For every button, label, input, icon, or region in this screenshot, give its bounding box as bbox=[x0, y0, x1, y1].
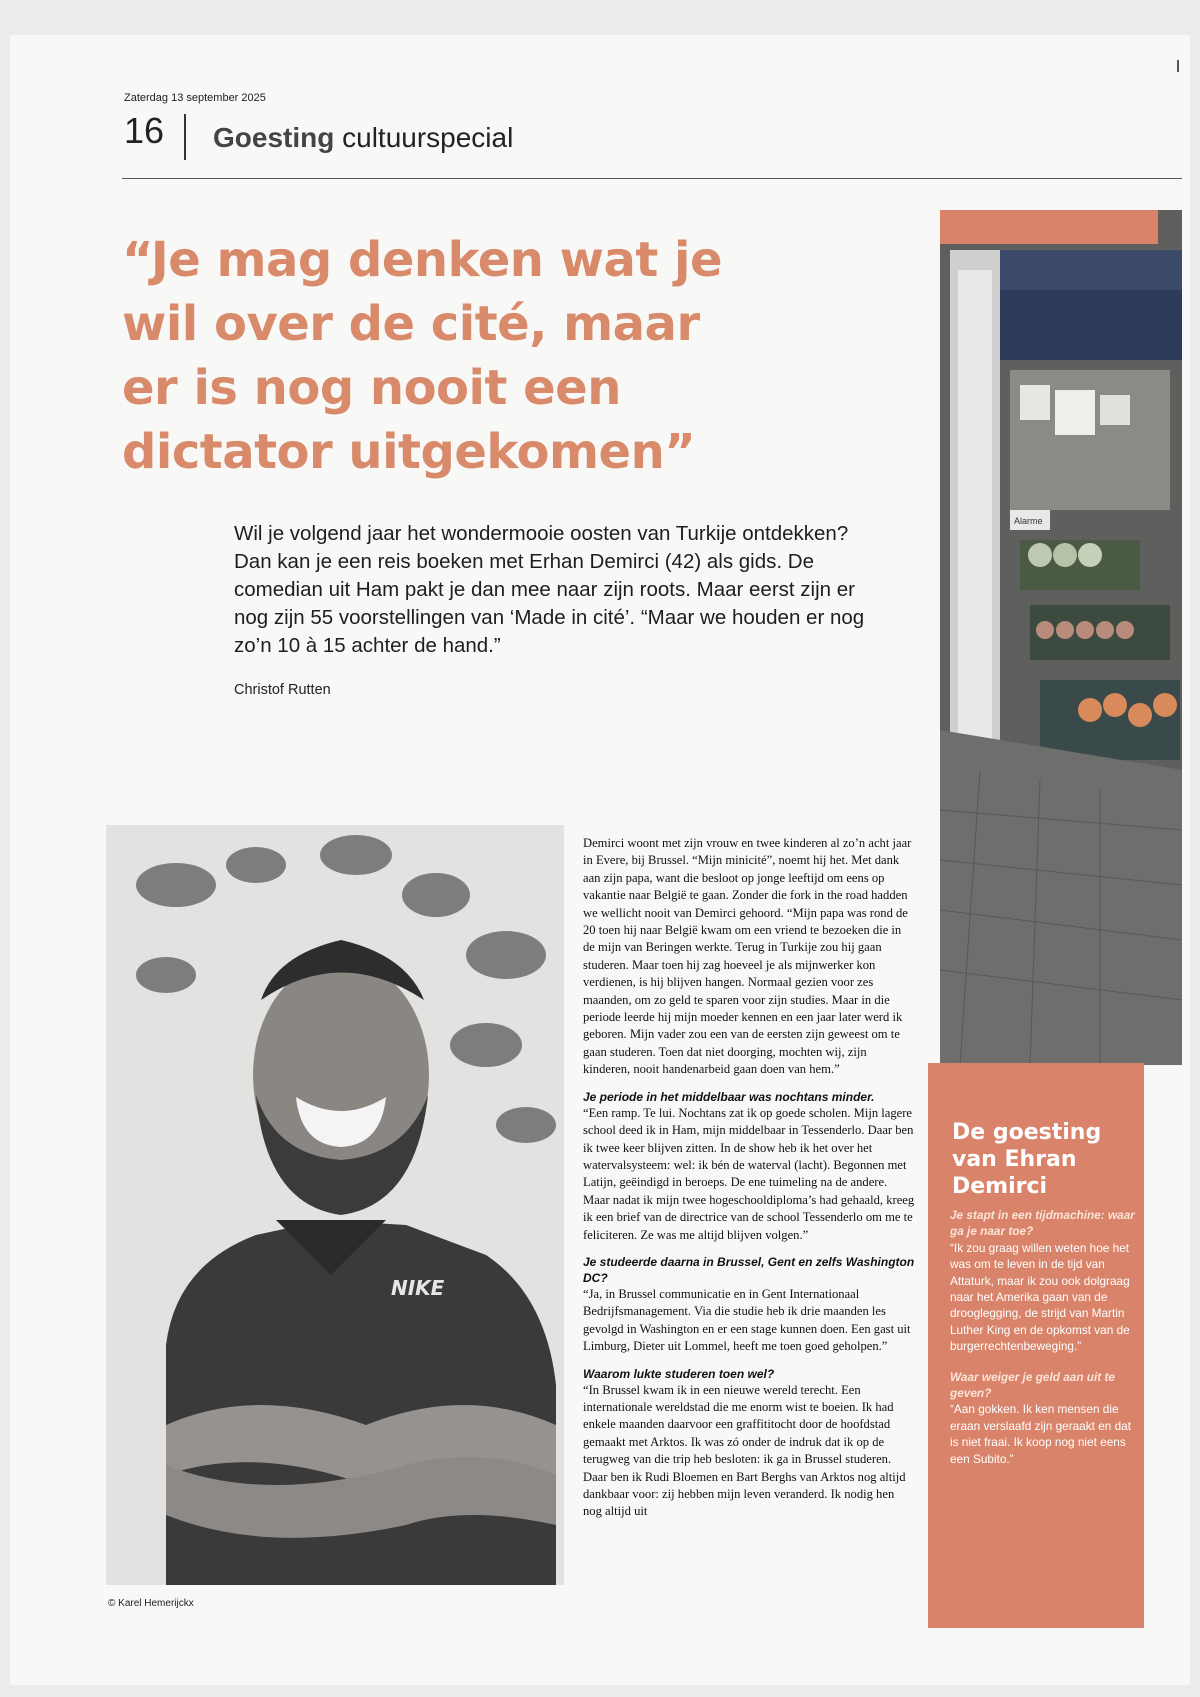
section-brand: Goesting bbox=[213, 122, 335, 153]
shop-sign-text: Alarme bbox=[1014, 516, 1043, 526]
body-paragraph: Demirci woont met zijn vrouw en twee kinderen al zo’n acht jaar in Evere, bij Brussel. “Mijn minicité”, noemt hij het. Met dank aan zijn papa, want die besloot op jonge leeftijd om eens op vakantie naar België te gaan. Zonder die fork in the road hadden we wellicht nooit van Demirci gehoord. “Mijn papa was rond de 20 toen hij naar België kwam om een vriend te bezoeken die in de mijn van Beringen werkte. Terug in Turkije zou hij gaan studeren. Maar toen hij zag hoeveel je als mijnwerker kon verdienen, is hij blijven hangen. Normaal gezien voor zes maanden, om zo geld te sparen voor zijn studies. Maar in die periode leerde hij mijn moeder kennen en een jaar later werd ik geboren. Mijn vader zou een van de eersten zijn geweest om te gaan studeren. Toen dat niet doorging, mochten wij, zijn kinderen, nooit handenarbeid gaan doen van hem.” bbox=[583, 836, 912, 1077]
sidebar-answer: “Aan gokken. Ik ken mensen die eraan verslaafd zijn geraakt en dat is niet fraai. Ik koop nog niet eens een Subito.” bbox=[950, 1402, 1131, 1466]
header-rule bbox=[122, 178, 1182, 179]
headline-line: dictator uitgekomen” bbox=[122, 424, 696, 480]
intro-lead: Wil je volgend jaar het wondermooie oosten van Turkije ontdekken? Dan kan je een reis boeken met Erhan Demirci (42) als gids. De comedian uit Ham pakt je dan mee naar zijn roots. Maar eerst zijn er nog zijn 55 voorstellingen van ‘Made in cité’. “Maar we houden er nog zo’n 10 à 15 achter de hand.” bbox=[234, 522, 865, 657]
interview-question: Je periode in het middelbaar was nochtans minder. bbox=[583, 1089, 875, 1104]
page-number: 16 bbox=[124, 110, 165, 151]
interview-answer: “Een ramp. Te lui. Nochtans zat ik op goede scholen. Mijn lagere school deed ik in Ham, mijn middelbaar in Tessenderlo. Daar ben ik twee keer blijven zitten. In de show heb ik het over het watervalsysteem: wel: ik bén de waterval (lacht). Begonnen met Latijn, geëindigd in beroeps. De ene tuimeling na de andere. Maar nadat ik mijn twee hogeschooldiploma’s had gehaald, kreeg ik een brief van de directrice van de school Tessenderlo om me te feliciteren. Ze was me altijd blijven volgen.” bbox=[583, 1105, 915, 1242]
sidebar-answer: “Ik zou graag willen weten hoe het was om te leven in de tijd van Attaturk, maar ik zou ook dolgraag naar het Amerika gaan van de drooglegging, de strijd van Martin Luther King en de opkomst van de burgerrechtenbeweging.” bbox=[950, 1240, 1130, 1354]
interview-answer: “Ja, in Brussel communicatie en in Gent Internationaal Bedrijfsmanagement. Via die studie heb ik drie maanden les gevolgd in Washington en er een stage kunnen doen. Een gast uit Limburg, Dieter uit Lommel, heeft me toen goed geholpen.” bbox=[583, 1286, 911, 1354]
photo-credit: © Karel Hemerijckx bbox=[108, 1598, 194, 1609]
interview-question: Waarom lukte studeren toen wel? bbox=[583, 1366, 775, 1381]
headline-line: “Je mag denken wat je bbox=[122, 232, 723, 288]
sidebar-question: Je stapt in een tijdmachine: waar ga je naar toe? bbox=[950, 1208, 1135, 1239]
qa-block bbox=[583, 1366, 915, 1521]
portrait-photo bbox=[106, 825, 564, 1585]
shirt-logo-text: NIKE bbox=[391, 1276, 445, 1300]
sidebar-body bbox=[950, 1207, 1135, 1481]
headline-line: wil over de cité, maar bbox=[122, 296, 700, 352]
storefront-photo bbox=[940, 210, 1182, 1065]
headline bbox=[122, 228, 772, 484]
goesting-sidebar bbox=[928, 1063, 1144, 1628]
interview-answer: “In Brussel kwam ik in een nieuwe wereld terecht. Een internationale wereldstad die me enorm wist te boeien. Ik had enkele maanden daarvoor een graffititocht door de hoofdstad gemaakt met Arktos. Ik was zó onder de indruk dat ik op de terugweg van die trip heb besloten: ik ga in Brussel studeren. Daar ben ik Rudi Bloemen en Bart Berghs van Arktos nog altijd dankbaar voor: zij hebben mijn leven veranderd. Ik nodig hen nog altijd uit bbox=[583, 1382, 906, 1519]
interview-question: Je studeerde daarna in Brussel, Gent en zelfs Washington DC? bbox=[583, 1254, 915, 1285]
sidebar-title: De goesting van Ehran Demirci bbox=[952, 1120, 1102, 1199]
sidebar-question: Waar weiger je geld aan uit te geven? bbox=[950, 1369, 1115, 1401]
issue-date: Zaterdag 13 september 2025 bbox=[124, 92, 266, 104]
section-title bbox=[213, 122, 513, 154]
photo-accent-band bbox=[940, 210, 1158, 244]
header-divider bbox=[184, 114, 186, 160]
sidebar-qa bbox=[950, 1207, 1135, 1355]
qa-block bbox=[583, 1089, 915, 1244]
section-subtitle: cultuurspecial bbox=[342, 122, 514, 153]
scan-mark bbox=[1177, 60, 1179, 72]
sidebar-qa bbox=[950, 1369, 1135, 1467]
qa-block bbox=[583, 1254, 915, 1356]
article-body bbox=[583, 835, 915, 1531]
headline-line: er is nog nooit een bbox=[122, 360, 621, 416]
byline: Christof Rutten bbox=[234, 682, 331, 698]
portrait-illustration bbox=[106, 825, 564, 1585]
storefront-illustration bbox=[940, 210, 1182, 1065]
